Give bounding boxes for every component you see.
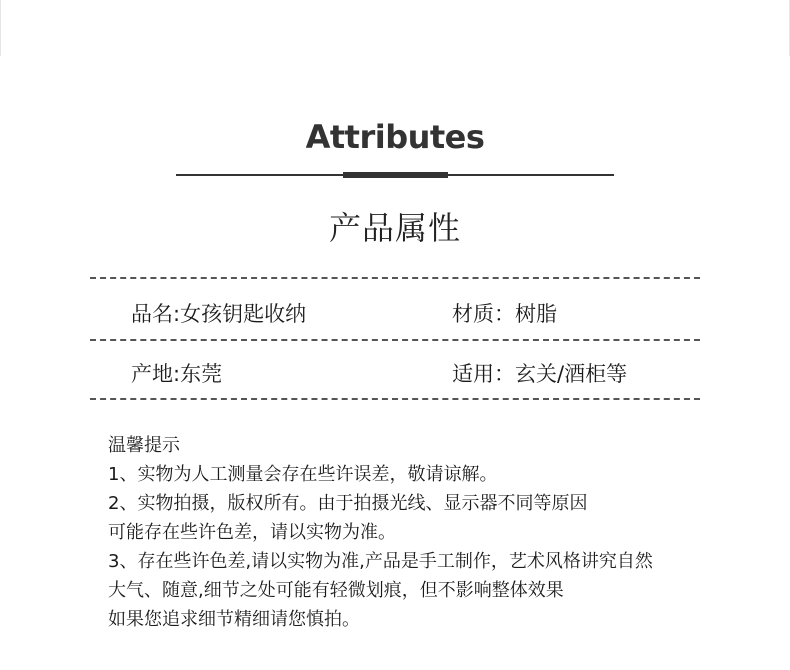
title-divider-accent (343, 172, 448, 178)
notice-line: 3、存在些许色差,请以实物为准,产品是手工制作，艺术风格讲究自然 (108, 551, 653, 572)
notice-title: 温馨提示 (108, 435, 180, 456)
attribute-product-name (131, 298, 306, 328)
notice-line: 1、实物为人工测量会存在些许误差，敬请谅解。 (108, 464, 498, 485)
attribute-material (452, 298, 557, 328)
attribute-label: 适用： (452, 362, 515, 386)
section-title-en: Attributes (305, 118, 485, 156)
attribute-value: 玄关/酒柜等 (515, 362, 628, 386)
notice-line: 如果您追求细节精细请您慎拍。 (108, 609, 360, 630)
frame-corner-left (0, 0, 7, 56)
attribute-usage (452, 358, 627, 388)
table-divider-top (90, 277, 700, 279)
attribute-label: 品名: (131, 302, 181, 326)
attribute-label: 产地: (131, 362, 181, 386)
table-divider-middle (90, 339, 700, 341)
notice-line: 大气、随意,细节之处可能有轻微划痕，但不影响整体效果 (108, 580, 564, 601)
attribute-label: 材质： (452, 302, 515, 326)
attribute-value: 树脂 (515, 302, 557, 326)
attribute-value: 东莞 (180, 362, 223, 386)
attribute-origin (131, 358, 222, 388)
section-title-cn: 产品属性 (328, 209, 461, 247)
notice-block (108, 431, 748, 634)
table-divider-bottom (90, 398, 700, 400)
notice-line: 可能存在些许色差，请以实物为准。 (108, 522, 396, 543)
frame-corner-right (783, 0, 790, 56)
attribute-value: 女孩钥匙收纳 (180, 302, 307, 326)
notice-line: 2、实物拍摄，版权所有。由于拍摄光线、显示器不同等原因 (108, 493, 588, 514)
